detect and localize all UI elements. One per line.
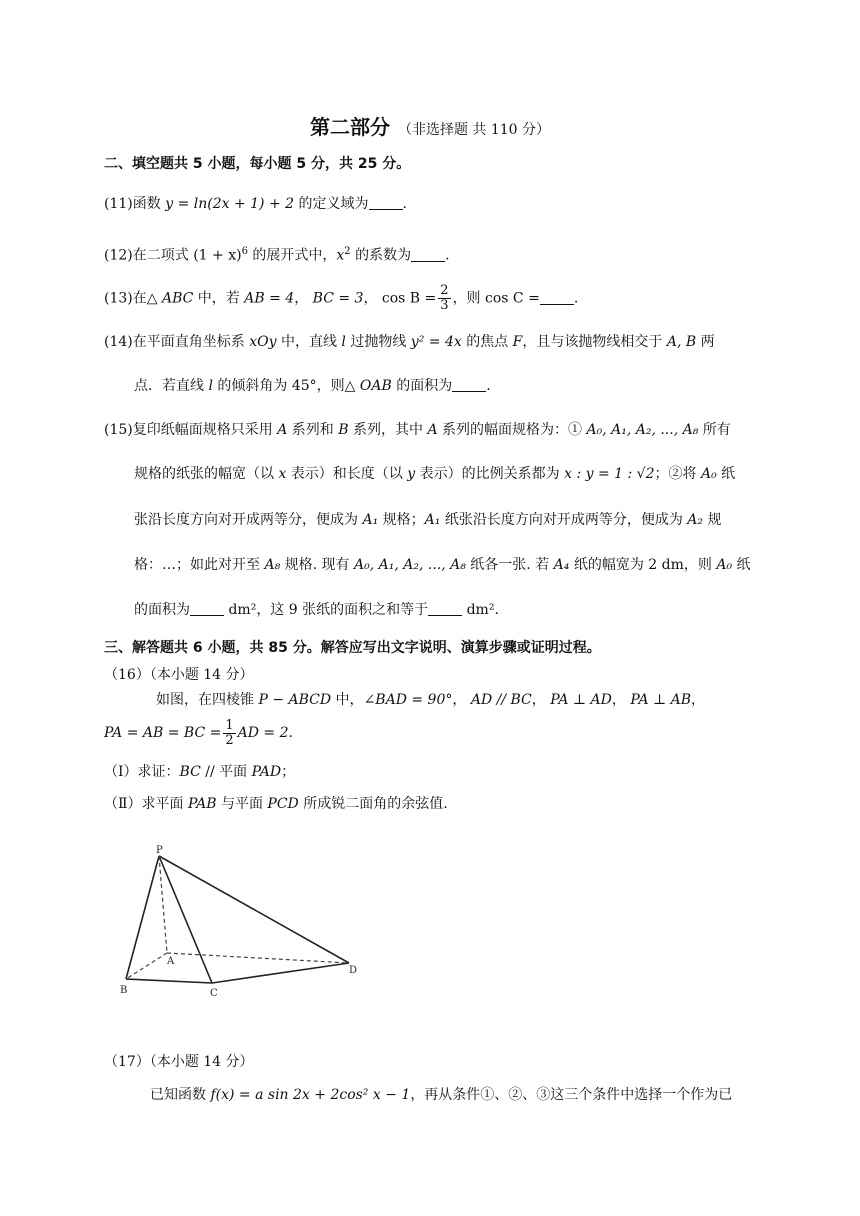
- q16-l2-a: PA = AB = BC =: [104, 725, 222, 741]
- q13-abc: ABC: [161, 290, 194, 307]
- q14-text-b: 过抛物线: [345, 334, 411, 350]
- q15-l5-a: 的面积为: [134, 602, 190, 618]
- q16-p1-bc: BC: [179, 764, 201, 780]
- q15-l2-a: 规格的纸张的幅宽（以: [134, 466, 279, 482]
- q15-a2: A₂: [687, 512, 704, 528]
- q15-l4-f: 纸: [732, 557, 751, 573]
- question-15-line3: [134, 510, 721, 530]
- q14-parabola: y² = 4x: [410, 334, 462, 350]
- label-A: A: [167, 956, 175, 967]
- question-11: [104, 194, 407, 214]
- edge-CD: [212, 963, 349, 983]
- q16-l1-f: ，: [691, 692, 706, 708]
- q15-x: x: [278, 466, 287, 482]
- q16-p1-end: ；: [281, 764, 296, 780]
- q15-l3-c: 纸张沿长度方向对开成两等分，便成为: [440, 512, 688, 528]
- q15-series: A₀, A₁, A₂, ..., A₈: [586, 422, 699, 438]
- q14-text: 在平面直角坐标系: [132, 334, 250, 350]
- q15-l3-a: 张沿长度方向对开成两等分，便成为: [134, 512, 363, 528]
- q13-cosc: cos C =: [485, 290, 540, 307]
- q17-function: f(x) = a sin 2x + 2cos² x − 1: [210, 1087, 411, 1103]
- q17-header: （17）（本小题 14 分）: [104, 1054, 254, 1070]
- q13-text-mid2: ，则: [452, 290, 486, 307]
- q12-formula: (1 + x): [193, 247, 242, 264]
- q11-text: 函数: [132, 196, 166, 212]
- q16-l1-e: ，: [611, 692, 631, 708]
- pyramid-figure: [112, 843, 372, 1003]
- edge-BC: [126, 979, 212, 983]
- q16-p2-b: 与平面: [216, 796, 268, 812]
- q15-number: (15): [104, 422, 133, 438]
- q13-fraction: [438, 284, 450, 313]
- q15-l4-b: 规格. 现有: [280, 557, 354, 573]
- q15-unit1: dm²: [224, 602, 257, 618]
- q15-l2-e: 纸: [716, 466, 736, 482]
- label-P: P: [156, 845, 163, 856]
- q15-l3-d: 规: [703, 512, 722, 528]
- q15-a4: A₄: [553, 557, 570, 573]
- q12-x-exponent: 2: [344, 246, 351, 257]
- q15-a1: A₁: [362, 512, 379, 528]
- q11-text-post: 的定义域为: [294, 196, 369, 212]
- section3-heading: 三、解答题共 6 小题，共 85 分。解答应写出文字说明、演算步骤或证明过程。: [104, 640, 601, 656]
- q16-l2-end: .: [288, 725, 293, 741]
- q15-l1-a: 复印纸幅面规格只采用: [132, 422, 278, 438]
- q14-angle: 45°: [291, 378, 317, 394]
- question-12: [104, 242, 450, 266]
- question-15-line5: [134, 600, 499, 620]
- question-15-line2: [134, 464, 735, 484]
- question-13: [104, 284, 578, 313]
- q15-l4-d: 纸的幅宽为: [569, 557, 649, 573]
- q16-frac-den: 2: [225, 732, 234, 748]
- q14-oab: OAB: [359, 378, 392, 394]
- q13-frac-den: 3: [440, 298, 449, 313]
- q14-text-a: 中，直线: [276, 334, 342, 350]
- q15-l1-c: 系列，其中: [348, 422, 428, 438]
- q13-number: (13): [104, 290, 133, 307]
- q16-paab: PA ⊥ AB: [630, 692, 692, 708]
- q16-p1-pad: PAD: [251, 764, 282, 780]
- q13-sep2: ，: [363, 290, 382, 307]
- q11-end: .: [402, 196, 407, 212]
- q15-l3-b: 规格；: [378, 512, 425, 528]
- question-14-line2: [134, 376, 491, 396]
- q12-text-mid: 的展开式中，: [247, 247, 337, 264]
- q15-B: B: [338, 422, 349, 438]
- q16-bad: ∠BAD = 90°: [363, 692, 453, 708]
- q15-a1b: A₁: [424, 512, 441, 528]
- q13-sep1: ，: [294, 290, 313, 307]
- q12-exponent: 6: [241, 246, 248, 257]
- q13-frac-num: 2: [440, 283, 449, 298]
- section2-heading: 二、填空题共 5 小题，每小题 5 分，共 25 分。: [104, 156, 411, 172]
- q16-l1-d: ，: [531, 692, 551, 708]
- title-sub: （非选择题 共 110 分）: [397, 122, 551, 138]
- q16-p2-pcd: PCD: [267, 796, 299, 812]
- q11-answer-blank: [369, 195, 403, 210]
- question-16-line2: [104, 718, 293, 748]
- q16-p2-pab: PAB: [187, 796, 217, 812]
- question-16-line1: [156, 690, 705, 710]
- edge-AD: [167, 953, 349, 963]
- q16-adbc: AD // BC: [470, 692, 532, 708]
- q15-answer-blank-1: [190, 601, 224, 616]
- question-15-line1: [104, 420, 731, 440]
- q13-bc: BC = 3: [312, 290, 364, 307]
- q14-xoy: xOy: [249, 334, 277, 350]
- edge-PD: [159, 856, 349, 963]
- q16-fraction: [223, 719, 235, 748]
- title-main: 第二部分: [309, 115, 390, 139]
- q15-l2-b: 表示）和长度（以: [286, 466, 408, 482]
- q14-text-c: 的焦点: [461, 334, 513, 350]
- q12-text: 在二项式: [132, 247, 194, 264]
- q15-l1-e: 所有: [698, 422, 731, 438]
- question-14-line1: [104, 332, 715, 352]
- q16-l2-b: AD = 2: [237, 725, 289, 741]
- q11-formula: y = ln(2x + 1) + 2: [165, 196, 295, 212]
- q15-l1-b: 系列和: [287, 422, 339, 438]
- q15-A2: A: [427, 422, 438, 438]
- q16-part2: [104, 794, 448, 814]
- q12-end: .: [445, 247, 450, 264]
- q15-l2-c: 表示）的比例关系都为: [415, 466, 565, 482]
- q15-l4-c: 纸各一张. 若: [465, 557, 554, 573]
- question-15-line4: [134, 555, 751, 575]
- q14-text-d: ，且与该抛物线相交于: [522, 334, 667, 350]
- q16-part1: [104, 762, 295, 782]
- q15-l1-d: 系列的幅面规格为：①: [437, 422, 587, 438]
- q16-frac-num: 1: [225, 717, 234, 733]
- q14-l2-b: 的倾斜角为: [212, 378, 292, 394]
- q14-text-e: 两: [696, 334, 715, 350]
- q15-l2-d: ；②将: [654, 466, 701, 482]
- q13-cosb: cos B =: [381, 290, 437, 307]
- q12-answer-blank: [411, 247, 445, 262]
- q14-l2-c: ，则△: [316, 378, 360, 394]
- q13-text: 在△: [132, 290, 162, 307]
- q16-p1-b: // 平面: [200, 764, 252, 780]
- q15-l5-c: 张纸的面积之和等于: [297, 602, 429, 618]
- q16-p2-a: 求平面: [141, 796, 188, 812]
- q17-l1-a: 已知函数: [150, 1087, 211, 1103]
- q14-l2-a: 点．若直线: [134, 378, 209, 394]
- q17-l1-b: ，再从条件①、②、③这三个条件中选择一个作为已: [410, 1087, 733, 1103]
- q15-a0b: A₀: [716, 557, 733, 573]
- q15-y: y: [407, 466, 416, 482]
- q15-end: .: [494, 602, 499, 618]
- q16-p1-a: 求证：: [137, 764, 180, 780]
- q11-number: (11): [104, 196, 133, 212]
- q14-l2-l: l: [208, 378, 213, 394]
- q15-width: 2 dm: [648, 557, 684, 573]
- q14-l2-d: 的面积为: [391, 378, 453, 394]
- q16-p1-num: （Ⅰ）: [104, 764, 138, 780]
- page-title: [0, 117, 860, 140]
- q16-pabcd: P − ABCD: [258, 692, 332, 708]
- q15-ratio: x : y = 1 : √2: [564, 466, 655, 482]
- q14-F: F: [512, 334, 523, 350]
- q14-end: .: [486, 378, 491, 394]
- label-B: B: [120, 985, 128, 996]
- q15-a8: A₈: [264, 557, 281, 573]
- q16-l1-b: 中，: [331, 692, 364, 708]
- q16-paad: PA ⊥ AD: [550, 692, 612, 708]
- q14-AB: A, B: [666, 334, 697, 350]
- q12-text-post: 的系数为: [350, 247, 412, 264]
- q15-l4-e: ，则: [683, 557, 717, 573]
- q15-A: A: [277, 422, 288, 438]
- q16-p2-c: 所成锐二面角的余弦值.: [298, 796, 448, 812]
- q14-l: l: [341, 334, 346, 350]
- q13-ab: AB = 4: [244, 290, 295, 307]
- label-C: C: [210, 988, 218, 999]
- q15-l4-a: 格：…；如此对开至: [134, 557, 265, 573]
- q14-number: (14): [104, 334, 133, 350]
- q14-answer-blank: [452, 377, 486, 392]
- q15-l5-b: ，这: [256, 602, 289, 618]
- q13-end: .: [573, 290, 579, 307]
- q16-l1-a: 如图，在四棱锥: [156, 692, 259, 708]
- q15-series2: A₀, A₁, A₂, ..., A₈: [354, 557, 466, 573]
- q12-x: x: [336, 247, 345, 264]
- q16-p2-num: （Ⅱ）: [104, 796, 142, 812]
- q12-number: (12): [104, 247, 133, 264]
- q15-answer-blank-2: [428, 601, 462, 616]
- q15-nine: 9: [288, 602, 298, 618]
- q16-header: （16）（本小题 14 分）: [104, 667, 254, 683]
- q16-l1-c: ，: [452, 692, 471, 708]
- question-17-line1: [150, 1085, 732, 1105]
- q13-answer-blank: [540, 290, 574, 305]
- q15-unit2: dm²: [462, 602, 495, 618]
- label-D: D: [349, 965, 358, 976]
- q15-a0: A₀: [700, 466, 717, 482]
- q13-text-mid: 中，若: [193, 290, 245, 307]
